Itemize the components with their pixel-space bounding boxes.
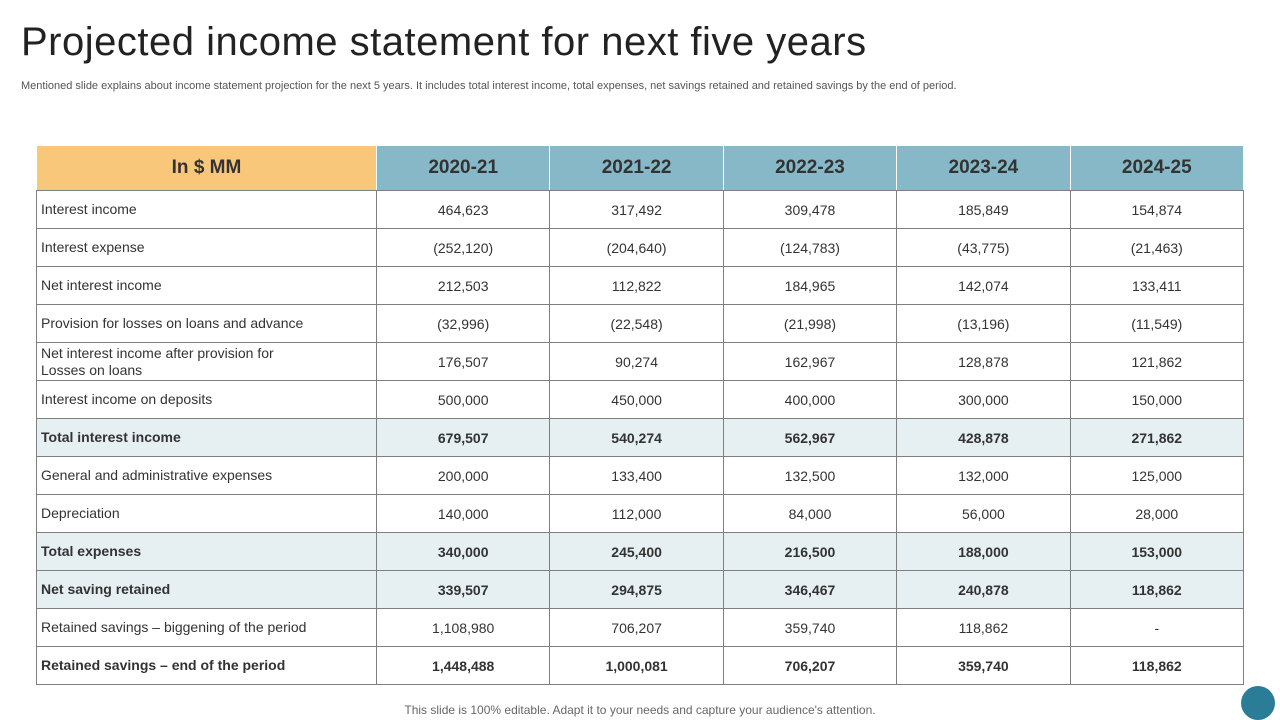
income-statement-table — [36, 145, 1244, 685]
table-row — [37, 609, 1244, 647]
value-cell: 184,965 — [723, 267, 896, 305]
row-label-cell: Retained savings – end of the period — [37, 647, 377, 685]
row-label-cell: Retained savings – biggening of the period — [37, 609, 377, 647]
value-cell: 1,108,980 — [377, 609, 550, 647]
value-cell: (32,996) — [377, 305, 550, 343]
value-cell: 188,000 — [897, 533, 1070, 571]
value-cell: 153,000 — [1070, 533, 1243, 571]
value-cell: 133,400 — [550, 457, 723, 495]
value-cell: 154,874 — [1070, 191, 1243, 229]
value-cell: (13,196) — [897, 305, 1070, 343]
value-cell: 128,878 — [897, 343, 1070, 381]
value-cell: 185,849 — [897, 191, 1070, 229]
value-cell: 428,878 — [897, 419, 1070, 457]
value-cell: 112,000 — [550, 495, 723, 533]
value-cell: 294,875 — [550, 571, 723, 609]
value-cell: 240,878 — [897, 571, 1070, 609]
table-row — [37, 381, 1244, 419]
table-row — [37, 647, 1244, 685]
year-header-cell: 2023-24 — [897, 146, 1070, 191]
row-label-cell: Interest income on deposits — [37, 381, 377, 419]
value-cell: 245,400 — [550, 533, 723, 571]
value-cell: (11,549) — [1070, 305, 1243, 343]
page-subtitle: Mentioned slide explains about income statement projection for the next 5 years. It includes total interest income, total expenses, net savings retained and retained savings by the end of period. — [21, 80, 957, 92]
value-cell: 359,740 — [897, 647, 1070, 685]
value-cell: 400,000 — [723, 381, 896, 419]
year-header-cell: 2020-21 — [377, 146, 550, 191]
value-cell: 162,967 — [723, 343, 896, 381]
row-label-cell: Net saving retained — [37, 571, 377, 609]
value-cell: 706,207 — [550, 609, 723, 647]
footer-note: This slide is 100% editable. Adapt it to your needs and capture your audience's attention. — [404, 703, 876, 717]
value-cell: 150,000 — [1070, 381, 1243, 419]
value-cell: 359,740 — [723, 609, 896, 647]
table-row — [37, 495, 1244, 533]
row-label-cell: Net interest income — [37, 267, 377, 305]
value-cell: - — [1070, 609, 1243, 647]
value-cell: (43,775) — [897, 229, 1070, 267]
value-cell: 271,862 — [1070, 419, 1243, 457]
table-row — [37, 571, 1244, 609]
value-cell: 540,274 — [550, 419, 723, 457]
value-cell: 56,000 — [897, 495, 1070, 533]
value-cell: (22,548) — [550, 305, 723, 343]
value-cell: 500,000 — [377, 381, 550, 419]
table-row — [37, 267, 1244, 305]
value-cell: 121,862 — [1070, 343, 1243, 381]
value-cell: 1,000,081 — [550, 647, 723, 685]
value-cell: 132,500 — [723, 457, 896, 495]
value-cell: 132,000 — [897, 457, 1070, 495]
value-cell: 216,500 — [723, 533, 896, 571]
value-cell: (204,640) — [550, 229, 723, 267]
value-cell: 118,862 — [1070, 647, 1243, 685]
table-header-row — [37, 146, 1244, 191]
row-label-cell: Interest expense — [37, 229, 377, 267]
year-header-cell: 2022-23 — [723, 146, 896, 191]
value-cell: 28,000 — [1070, 495, 1243, 533]
table-row — [37, 533, 1244, 571]
row-label-cell: Depreciation — [37, 495, 377, 533]
decorative-circle — [1241, 686, 1275, 720]
value-cell: 464,623 — [377, 191, 550, 229]
value-cell: (21,463) — [1070, 229, 1243, 267]
row-label-cell: Total expenses — [37, 533, 377, 571]
value-cell: 125,000 — [1070, 457, 1243, 495]
table-row — [37, 305, 1244, 343]
table-row — [37, 343, 1244, 381]
row-label-cell: Interest income — [37, 191, 377, 229]
value-cell: 140,000 — [377, 495, 550, 533]
value-cell: 1,448,488 — [377, 647, 550, 685]
value-cell: 339,507 — [377, 571, 550, 609]
value-cell: 90,274 — [550, 343, 723, 381]
value-cell: 118,862 — [897, 609, 1070, 647]
value-cell: 84,000 — [723, 495, 896, 533]
table-row — [37, 457, 1244, 495]
value-cell: 176,507 — [377, 343, 550, 381]
table-row — [37, 419, 1244, 457]
value-cell: 346,467 — [723, 571, 896, 609]
value-cell: 300,000 — [897, 381, 1070, 419]
year-header-cell: 2021-22 — [550, 146, 723, 191]
value-cell: (21,998) — [723, 305, 896, 343]
value-cell: 212,503 — [377, 267, 550, 305]
row-label-cell: Net interest income after provision for Losses on loans — [37, 343, 377, 381]
value-cell: 679,507 — [377, 419, 550, 457]
value-cell: 200,000 — [377, 457, 550, 495]
value-cell: 450,000 — [550, 381, 723, 419]
value-cell: 142,074 — [897, 267, 1070, 305]
value-cell: 340,000 — [377, 533, 550, 571]
value-cell: 133,411 — [1070, 267, 1243, 305]
table-row — [37, 229, 1244, 267]
value-cell: 562,967 — [723, 419, 896, 457]
value-cell: 112,822 — [550, 267, 723, 305]
value-cell: 118,862 — [1070, 571, 1243, 609]
table-row — [37, 191, 1244, 229]
value-cell: (124,783) — [723, 229, 896, 267]
row-label-cell: General and administrative expenses — [37, 457, 377, 495]
value-cell: 317,492 — [550, 191, 723, 229]
page-title: Projected income statement for next five years — [21, 20, 867, 64]
value-cell: (252,120) — [377, 229, 550, 267]
table-body — [37, 191, 1244, 685]
year-header-cell: 2024-25 — [1070, 146, 1243, 191]
corner-header-cell: In $ MM — [37, 146, 377, 191]
row-label-cell: Total interest income — [37, 419, 377, 457]
value-cell: 309,478 — [723, 191, 896, 229]
value-cell: 706,207 — [723, 647, 896, 685]
row-label-cell: Provision for losses on loans and advance — [37, 305, 377, 343]
